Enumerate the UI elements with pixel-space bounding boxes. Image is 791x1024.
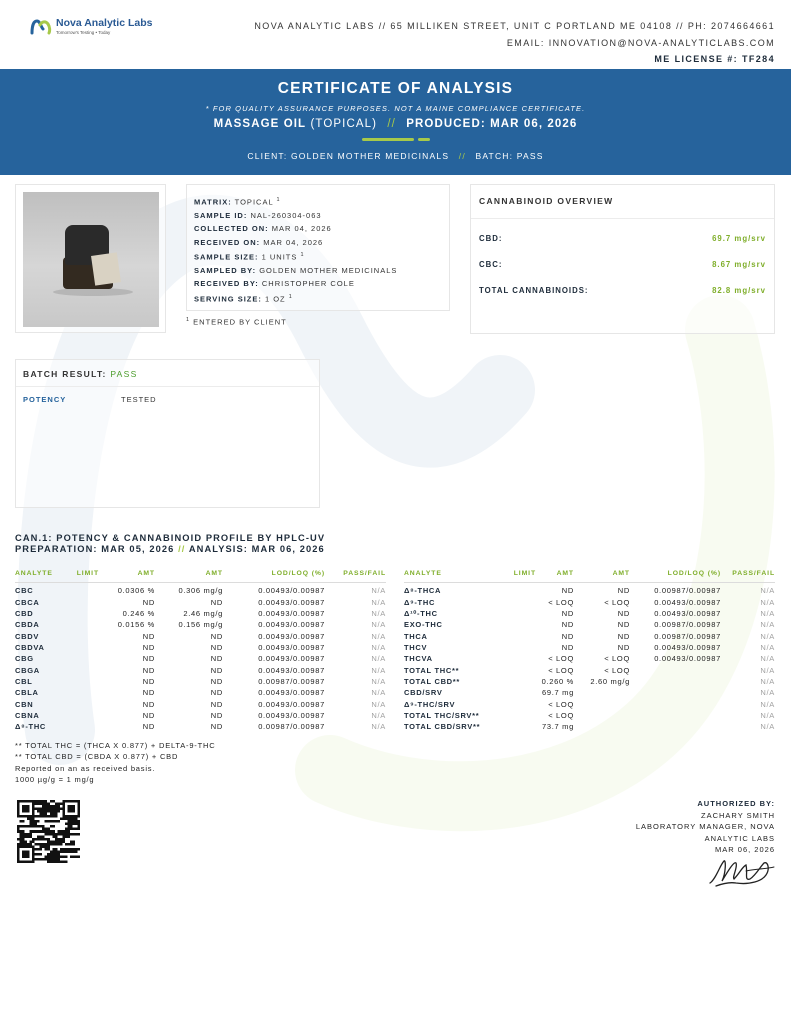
table-row bbox=[404, 698, 775, 709]
result-cell bbox=[500, 619, 536, 630]
result-cell: ND bbox=[561, 620, 574, 630]
column-header: AMT bbox=[155, 566, 223, 582]
overview-value: 8.67 mg/srv bbox=[712, 259, 766, 269]
info-label: SERVING SIZE: bbox=[194, 294, 262, 304]
result-cell: ND bbox=[142, 654, 155, 664]
overview-row bbox=[471, 277, 774, 303]
footnote-line: ** TOTAL THC = (THCA X 0.877) + DELTA-9-THC bbox=[15, 741, 216, 750]
result-cell bbox=[500, 642, 536, 653]
result-cell: ND bbox=[142, 631, 155, 641]
table-row bbox=[404, 619, 775, 630]
overview-label: CBC: bbox=[479, 259, 503, 269]
analyte-name: CBG bbox=[15, 654, 34, 664]
result-cell: ND bbox=[142, 665, 155, 675]
info-value: 1 OZ bbox=[264, 294, 286, 304]
table-row bbox=[15, 642, 386, 653]
result-cell: 0.0156 % bbox=[117, 620, 155, 630]
table-row bbox=[15, 630, 386, 641]
result-cell bbox=[500, 721, 536, 732]
result-cell bbox=[71, 687, 99, 698]
lab-contact-block bbox=[254, 18, 775, 68]
result-cell: 0.00493/0.00987 bbox=[258, 620, 325, 630]
footnote-line: Reported on an as received basis. bbox=[15, 763, 156, 773]
batch-result-value: PASS bbox=[110, 369, 138, 379]
authorizer-name: ZACHARY SMITH bbox=[701, 810, 775, 820]
result-cell bbox=[630, 676, 721, 687]
client-name: CLIENT: GOLDEN MOTHER MEDICINALS bbox=[247, 150, 450, 161]
lab-license: ME LICENSE #: TF284 bbox=[654, 54, 775, 64]
result-cell bbox=[500, 608, 536, 619]
section-heading: CAN.1: POTENCY & CANNABINOID PROFILE BY HPLC-UV bbox=[15, 533, 326, 543]
result-cell: ND bbox=[617, 642, 630, 652]
table-row bbox=[404, 608, 775, 619]
result-cell: 73.7 mg bbox=[542, 722, 574, 732]
footnote-line: ** TOTAL CBD = (CBDA X 0.877) + CBD bbox=[15, 752, 179, 762]
result-cell: ND bbox=[142, 642, 155, 652]
title-banner bbox=[0, 69, 791, 175]
result-cell: ND bbox=[210, 688, 223, 698]
result-cell: 0.306 mg/g bbox=[178, 586, 223, 596]
result-cell bbox=[500, 698, 536, 709]
result-cell bbox=[500, 582, 536, 596]
result-cell bbox=[574, 698, 630, 709]
info-label: SAMPLED BY: bbox=[194, 266, 257, 276]
column-header: ANALYTE bbox=[15, 566, 71, 582]
result-cell: < LOQ bbox=[604, 654, 630, 664]
result-cell: N/A bbox=[760, 654, 775, 664]
batch-test-row bbox=[16, 387, 319, 404]
table-row bbox=[404, 664, 775, 675]
result-cell: 69.7 mg bbox=[542, 688, 574, 698]
result-cell bbox=[71, 653, 99, 664]
table-row bbox=[15, 608, 386, 619]
analyte-name: CBGA bbox=[15, 665, 40, 675]
result-cell: ND bbox=[561, 642, 574, 652]
info-value: GOLDEN MOTHER MEDICINALS bbox=[259, 266, 398, 276]
table-row bbox=[15, 687, 386, 698]
result-cell: ND bbox=[142, 688, 155, 698]
result-cell: N/A bbox=[371, 586, 386, 596]
result-cell bbox=[500, 630, 536, 641]
produced-date: PRODUCED: MAR 06, 2026 bbox=[406, 118, 578, 130]
column-header: AMT bbox=[536, 566, 574, 582]
column-header: LIMIT bbox=[71, 566, 99, 582]
result-cell bbox=[71, 698, 99, 709]
result-cell: ND bbox=[142, 676, 155, 686]
table-row bbox=[15, 582, 386, 596]
test-status: TESTED bbox=[121, 395, 157, 404]
table-row bbox=[404, 630, 775, 641]
info-label: MATRIX: bbox=[194, 197, 232, 207]
overview-row bbox=[471, 225, 774, 251]
batch-result-card bbox=[15, 359, 320, 508]
info-sup: 1 bbox=[288, 293, 293, 300]
analyte-name: Δ⁹-THC bbox=[404, 597, 436, 607]
client-line bbox=[0, 151, 791, 161]
result-cell: N/A bbox=[371, 688, 386, 698]
result-cell: N/A bbox=[760, 710, 775, 720]
result-cell: 0.0306 % bbox=[117, 586, 155, 596]
table-row bbox=[15, 664, 386, 675]
lab-email: EMAIL: INNOVATION@NOVA-ANALYTICLABS.COM bbox=[506, 37, 775, 48]
result-cell: N/A bbox=[760, 608, 775, 618]
result-cell bbox=[630, 710, 721, 721]
sample-info-card bbox=[186, 184, 450, 311]
results-table-left bbox=[15, 566, 386, 732]
authorization-block bbox=[636, 798, 775, 856]
info-value: CHRISTOPHER COLE bbox=[261, 279, 355, 289]
result-cell bbox=[630, 698, 721, 709]
result-cell: ND bbox=[210, 665, 223, 675]
column-header: ANALYTE bbox=[404, 566, 500, 582]
result-cell: < LOQ bbox=[548, 597, 574, 607]
result-cell bbox=[71, 642, 99, 653]
preparation-date: PREPARATION: MAR 05, 2026 bbox=[15, 544, 175, 554]
result-cell: N/A bbox=[371, 642, 386, 652]
table-row bbox=[404, 676, 775, 687]
result-cell: < LOQ bbox=[604, 597, 630, 607]
result-cell: N/A bbox=[371, 699, 386, 709]
result-cell: 0.00493/0.00987 bbox=[258, 699, 325, 709]
analyte-name: THCVA bbox=[404, 654, 433, 664]
document-title: CERTIFICATE OF ANALYSIS bbox=[277, 80, 514, 97]
result-cell: ND bbox=[210, 676, 223, 686]
analyte-name: Δ⁸-THCA bbox=[404, 586, 442, 596]
cannabinoid-overview-card bbox=[470, 184, 775, 334]
result-cell bbox=[574, 721, 630, 732]
banner-divider bbox=[0, 138, 791, 141]
result-cell: ND bbox=[142, 597, 155, 607]
overview-row bbox=[471, 251, 774, 277]
analyte-name: CBC bbox=[15, 586, 34, 596]
result-cell: N/A bbox=[371, 620, 386, 630]
result-cell: 0.00493/0.00987 bbox=[654, 642, 721, 652]
qr-code[interactable] bbox=[17, 800, 80, 863]
result-cell: ND bbox=[617, 631, 630, 641]
analyte-name: TOTAL CBD/SRV** bbox=[404, 722, 481, 732]
sample-photo bbox=[23, 192, 159, 327]
result-cell bbox=[500, 676, 536, 687]
table-row bbox=[15, 710, 386, 721]
result-cell: 0.00987/0.00987 bbox=[258, 676, 325, 686]
table-row bbox=[404, 710, 775, 721]
sample-info-row bbox=[194, 194, 442, 209]
table-row bbox=[404, 721, 775, 732]
authorizer-title: ANALYTIC LABS bbox=[704, 833, 775, 843]
table-row bbox=[404, 582, 775, 596]
result-cell bbox=[71, 664, 99, 675]
column-header: LIMIT bbox=[500, 566, 536, 582]
analyte-name: THCV bbox=[404, 642, 428, 652]
result-cell: 0.260 % bbox=[541, 676, 574, 686]
analyte-name: TOTAL CBD** bbox=[404, 676, 461, 686]
table-row bbox=[15, 698, 386, 709]
info-label: RECEIVED BY: bbox=[194, 279, 259, 289]
info-value: TOPICAL bbox=[234, 197, 274, 207]
analyte-name: CBN bbox=[15, 699, 34, 709]
result-cell: ND bbox=[210, 654, 223, 664]
table-row bbox=[404, 596, 775, 607]
sample-info-row bbox=[194, 264, 442, 277]
lab-address: NOVA ANALYTIC LABS // 65 MILLIKEN STREET, UNIT C PORTLAND ME 04108 // PH: 2074664661 bbox=[254, 21, 775, 31]
table-row bbox=[404, 653, 775, 664]
analyte-name: CBDA bbox=[15, 620, 40, 630]
batch-status: BATCH: PASS bbox=[475, 150, 544, 161]
table-row bbox=[15, 676, 386, 687]
batch-result-header bbox=[16, 360, 319, 387]
result-cell: ND bbox=[210, 631, 223, 641]
result-cell: N/A bbox=[760, 676, 775, 686]
nova-logo-icon bbox=[30, 19, 52, 35]
info-value: MAR 04, 2026 bbox=[271, 224, 332, 234]
sample-info-row bbox=[194, 291, 442, 306]
result-cell bbox=[500, 664, 536, 675]
result-cell bbox=[71, 676, 99, 687]
result-cell: 0.00493/0.00987 bbox=[258, 642, 325, 652]
overview-value: 82.8 mg/srv bbox=[712, 285, 766, 295]
result-cell: 0.00987/0.00987 bbox=[654, 631, 721, 641]
analyte-name: CBCA bbox=[15, 597, 40, 607]
sample-photo-card bbox=[15, 184, 166, 333]
info-label: COLLECTED ON: bbox=[194, 224, 269, 234]
separator: // bbox=[178, 544, 186, 554]
result-cell: ND bbox=[561, 631, 574, 641]
result-cell: N/A bbox=[760, 665, 775, 675]
result-cell: ND bbox=[142, 710, 155, 720]
column-header: LOD/LOQ (%) bbox=[630, 566, 721, 582]
result-cell bbox=[71, 721, 99, 732]
result-cell bbox=[574, 710, 630, 721]
column-header: LOD/LOQ (%) bbox=[223, 566, 325, 582]
info-value: 1 UNITS bbox=[261, 252, 298, 262]
overview-title: CANNABINOID OVERVIEW bbox=[471, 185, 774, 219]
info-label: RECEIVED ON: bbox=[194, 237, 261, 247]
company-logo bbox=[30, 18, 152, 35]
column-header: PASS/FAIL bbox=[325, 566, 386, 582]
result-cell bbox=[630, 687, 721, 698]
analyte-name: Δ⁸-THC bbox=[15, 722, 47, 732]
result-cell: < LOQ bbox=[548, 699, 574, 709]
result-cell: 0.00493/0.00987 bbox=[258, 710, 325, 720]
result-cell: < LOQ bbox=[548, 710, 574, 720]
result-cell: ND bbox=[142, 699, 155, 709]
result-cell: ND bbox=[617, 620, 630, 630]
result-cell: 0.00987/0.00987 bbox=[654, 586, 721, 596]
result-cell bbox=[574, 687, 630, 698]
product-name: MASSAGE OIL bbox=[213, 118, 307, 130]
result-cell: ND bbox=[210, 699, 223, 709]
result-cell: 0.00493/0.00987 bbox=[258, 586, 325, 596]
result-cell bbox=[71, 619, 99, 630]
result-cell: N/A bbox=[371, 722, 386, 732]
analyte-name: CBL bbox=[15, 676, 33, 686]
result-cell: 0.00987/0.00987 bbox=[654, 620, 721, 630]
info-sup: 1 bbox=[300, 252, 305, 259]
result-cell: N/A bbox=[371, 654, 386, 664]
result-cell: 0.00493/0.00987 bbox=[258, 665, 325, 675]
analyte-name: CBDV bbox=[15, 631, 40, 641]
info-label: SAMPLE SIZE: bbox=[194, 252, 259, 262]
table-row bbox=[15, 721, 386, 732]
result-cell bbox=[71, 608, 99, 619]
result-cell bbox=[500, 687, 536, 698]
result-cell: ND bbox=[142, 722, 155, 732]
result-cell: ND bbox=[210, 597, 223, 607]
analyte-name: CBD/SRV bbox=[404, 688, 443, 698]
table-row bbox=[15, 596, 386, 607]
result-cell: N/A bbox=[371, 608, 386, 618]
result-cell: N/A bbox=[371, 631, 386, 641]
separator: // bbox=[387, 118, 396, 130]
result-cell: ND bbox=[617, 608, 630, 618]
result-cell: 0.246 % bbox=[122, 608, 155, 618]
info-value: MAR 04, 2026 bbox=[263, 237, 324, 247]
result-cell: < LOQ bbox=[548, 654, 574, 664]
analyte-name: CBLA bbox=[15, 688, 39, 698]
section-dates bbox=[15, 544, 325, 555]
result-cell: 0.00493/0.00987 bbox=[258, 654, 325, 664]
result-cell: 0.00493/0.00987 bbox=[258, 608, 325, 618]
analyte-name: TOTAL THC** bbox=[404, 665, 460, 675]
separator: // bbox=[458, 150, 466, 161]
result-cell bbox=[71, 582, 99, 596]
result-cell: 0.00493/0.00987 bbox=[654, 608, 721, 618]
result-cell: N/A bbox=[371, 597, 386, 607]
result-cell: N/A bbox=[371, 710, 386, 720]
result-cell bbox=[71, 630, 99, 641]
result-cell: 2.46 mg/g bbox=[183, 608, 223, 618]
result-cell: ND bbox=[561, 608, 574, 618]
table-row bbox=[15, 653, 386, 664]
result-cell: N/A bbox=[371, 676, 386, 686]
logo-name: Nova Analytic Labs bbox=[56, 17, 153, 29]
analysis-date: ANALYSIS: MAR 06, 2026 bbox=[188, 544, 325, 554]
result-cell: ND bbox=[210, 710, 223, 720]
result-cell: N/A bbox=[760, 597, 775, 607]
qa-disclaimer: * FOR QUALITY ASSURANCE PURPOSES. NOT A MAINE COMPLIANCE CERTIFICATE. bbox=[205, 104, 586, 113]
result-cell bbox=[71, 596, 99, 607]
result-cell: 0.156 mg/g bbox=[178, 620, 223, 630]
sample-info-row bbox=[194, 236, 442, 249]
analyte-name: TOTAL THC/SRV** bbox=[404, 710, 480, 720]
logo-tagline: Tomorrow's Testing • Today bbox=[56, 29, 111, 35]
authorizer-title: LABORATORY MANAGER, NOVA bbox=[635, 822, 775, 832]
result-cell: N/A bbox=[760, 620, 775, 630]
result-cell: N/A bbox=[760, 688, 775, 698]
test-name: POTENCY bbox=[23, 395, 67, 404]
results-table-right bbox=[404, 566, 775, 732]
sample-info-row bbox=[194, 277, 442, 290]
result-cell bbox=[630, 664, 721, 675]
product-line bbox=[0, 118, 791, 130]
analyte-name: EXO-THC bbox=[404, 620, 443, 630]
result-cell: 0.00493/0.00987 bbox=[258, 688, 325, 698]
table-row bbox=[404, 687, 775, 698]
result-cell: 0.00493/0.00987 bbox=[654, 597, 721, 607]
result-cell: 0.00493/0.00987 bbox=[654, 654, 721, 664]
info-value: NAL-260304-063 bbox=[250, 210, 322, 220]
analyte-name: THCA bbox=[404, 631, 428, 641]
sample-info-row bbox=[194, 222, 442, 235]
potency-section-title bbox=[15, 533, 325, 555]
client-entry-footnote: $^1$ ENTERED BY CLIENT bbox=[186, 317, 287, 327]
footnote-line: 1000 µg/g = 1 mg/g bbox=[15, 774, 95, 784]
overview-label: CBD: bbox=[479, 233, 503, 243]
sample-info-row bbox=[194, 249, 442, 264]
result-cell: 2.60 mg/g bbox=[590, 676, 630, 686]
result-cell: N/A bbox=[760, 722, 775, 732]
result-cell: N/A bbox=[760, 642, 775, 652]
result-cell bbox=[500, 710, 536, 721]
column-header: AMT bbox=[574, 566, 630, 582]
sample-info-row bbox=[194, 209, 442, 222]
info-sup: 1 bbox=[276, 197, 281, 203]
result-cell: ND bbox=[561, 586, 574, 596]
batch-result-label: BATCH RESULT: bbox=[23, 369, 107, 379]
result-cell: ND bbox=[210, 722, 223, 732]
analyte-name: CBD bbox=[15, 608, 34, 618]
analyte-name: CBNA bbox=[15, 710, 40, 720]
result-cell: N/A bbox=[760, 699, 775, 709]
info-label: SAMPLE ID: bbox=[194, 210, 248, 220]
authorization-date: MAR 06, 2026 bbox=[715, 845, 775, 855]
signature-image bbox=[706, 853, 778, 889]
authorized-label: AUTHORIZED BY: bbox=[697, 799, 775, 808]
result-cell bbox=[71, 710, 99, 721]
result-cell: ND bbox=[617, 586, 630, 596]
result-cell: < LOQ bbox=[548, 665, 574, 675]
analyte-name: Δ⁹-THC/SRV bbox=[404, 699, 456, 709]
result-cell: < LOQ bbox=[604, 665, 630, 675]
column-header: PASS/FAIL bbox=[721, 566, 775, 582]
overview-value: 69.7 mg/srv bbox=[712, 233, 766, 243]
result-cell bbox=[630, 721, 721, 732]
analyte-name: Δ¹⁰-THC bbox=[404, 608, 438, 618]
result-cell: 0.00493/0.00987 bbox=[258, 597, 325, 607]
overview-label: TOTAL CANNABINOIDS: bbox=[479, 285, 589, 295]
table-row bbox=[404, 642, 775, 653]
result-cell bbox=[500, 596, 536, 607]
product-type: (TOPICAL) bbox=[310, 118, 378, 130]
result-cell: ND bbox=[210, 642, 223, 652]
result-cell: N/A bbox=[371, 665, 386, 675]
column-header: AMT bbox=[99, 566, 155, 582]
result-cell: N/A bbox=[760, 631, 775, 641]
result-cell: 0.00493/0.00987 bbox=[258, 631, 325, 641]
calculation-footnotes bbox=[15, 740, 215, 785]
result-cell bbox=[500, 653, 536, 664]
analyte-name: CBDVA bbox=[15, 642, 45, 652]
result-cell: N/A bbox=[760, 586, 775, 596]
table-row bbox=[15, 619, 386, 630]
result-cell: 0.00987/0.00987 bbox=[258, 722, 325, 732]
